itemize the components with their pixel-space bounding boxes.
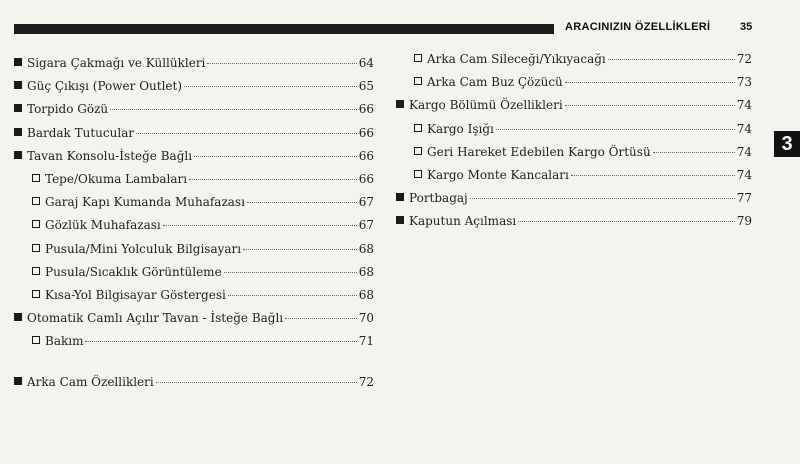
square-bullet-icon xyxy=(14,151,22,159)
toc-label: Sigara Çakmağı ve Küllükleri xyxy=(27,56,206,70)
toc-right-column xyxy=(396,48,752,234)
toc-entry[interactable] xyxy=(396,210,752,233)
square-bullet-icon xyxy=(14,58,22,66)
toc-label: Geri Hareket Edebilen Kargo Örtüsü xyxy=(427,144,651,159)
dot-leader xyxy=(518,220,735,222)
dot-leader xyxy=(571,174,735,176)
square-bullet-icon xyxy=(396,100,404,108)
toc-entry[interactable] xyxy=(396,187,752,210)
checkbox-bullet-icon xyxy=(414,170,422,178)
square-bullet-icon xyxy=(14,128,22,136)
toc-entry[interactable] xyxy=(14,371,374,394)
toc-entry[interactable] xyxy=(14,52,374,75)
checkbox-bullet-icon xyxy=(414,124,422,132)
dot-leader xyxy=(565,104,735,106)
toc-subentry[interactable] xyxy=(14,330,374,353)
toc-label: Kısa-Yol Bilgisayar Göstergesi xyxy=(45,287,226,302)
checkbox-bullet-icon xyxy=(32,267,40,275)
toc-label: Kargo Monte Kancaları xyxy=(427,167,569,182)
dot-leader xyxy=(85,340,356,342)
toc-page-number: 70 xyxy=(358,311,374,326)
toc-label: Tavan Konsolu-İsteğe Bağlı xyxy=(27,148,193,163)
toc-page-number: 73 xyxy=(736,75,752,90)
checkbox-bullet-icon xyxy=(32,336,40,344)
toc-page-number: 67 xyxy=(358,195,374,210)
dot-leader xyxy=(228,294,357,296)
toc-subentry[interactable] xyxy=(396,118,752,141)
toc-left-column xyxy=(14,52,374,395)
toc-label: Gözlük Muhafazası xyxy=(45,218,161,233)
square-bullet-icon xyxy=(14,313,22,321)
toc-page-number: 68 xyxy=(358,241,374,256)
toc-page-number: 71 xyxy=(358,334,374,349)
toc-page-number: 64 xyxy=(358,56,374,70)
checkbox-bullet-icon xyxy=(32,290,40,298)
dot-leader xyxy=(136,132,357,134)
checkbox-bullet-icon xyxy=(32,220,40,228)
dot-leader xyxy=(608,58,735,60)
toc-subentry[interactable] xyxy=(14,168,374,191)
toc-label: Otomatik Camlı Açılır Tavan - İsteğe Bağlı xyxy=(27,311,284,326)
toc-page-number: 66 xyxy=(358,171,374,186)
toc-label: Torpido Gözü xyxy=(27,102,109,117)
square-bullet-icon xyxy=(396,216,404,224)
dot-leader xyxy=(156,381,357,383)
toc-page-number: 77 xyxy=(736,191,752,206)
chapter-tab: 3 xyxy=(774,131,800,157)
toc-subentry[interactable] xyxy=(14,191,374,214)
toc-subentry[interactable] xyxy=(14,284,374,307)
toc-subentry[interactable] xyxy=(14,261,374,284)
header-rule xyxy=(14,24,554,34)
dot-leader xyxy=(163,224,357,226)
checkbox-bullet-icon xyxy=(32,197,40,205)
toc-subentry[interactable] xyxy=(396,48,752,71)
checkbox-bullet-icon xyxy=(414,77,422,85)
toc-label: Bakım xyxy=(45,334,84,349)
toc-page-number: 65 xyxy=(358,79,374,94)
dot-leader xyxy=(110,108,357,110)
checkbox-bullet-icon xyxy=(414,147,422,155)
toc-subentry[interactable] xyxy=(396,141,752,164)
dot-leader xyxy=(470,197,735,199)
toc-label: Bardak Tutucular xyxy=(27,125,135,140)
square-bullet-icon xyxy=(14,377,22,385)
checkbox-bullet-icon xyxy=(414,54,422,62)
toc-page-number: 72 xyxy=(358,375,374,390)
toc-page-number: 74 xyxy=(736,98,752,113)
toc-page-number: 67 xyxy=(358,218,374,233)
toc-page-number: 66 xyxy=(358,125,374,140)
toc-entry[interactable] xyxy=(14,307,374,330)
toc-page-number: 68 xyxy=(358,264,374,279)
toc-page-number: 74 xyxy=(736,167,752,182)
dot-leader xyxy=(565,81,735,83)
toc-label: Pusula/Sıcaklık Görüntüleme xyxy=(45,264,222,279)
dot-leader xyxy=(653,151,735,153)
toc-label: Kargo Bölümü Özellikleri xyxy=(409,98,563,113)
toc-subentry[interactable] xyxy=(396,164,752,187)
toc-label: Portbagaj xyxy=(409,191,468,206)
toc-entry[interactable] xyxy=(14,145,374,168)
dot-leader xyxy=(285,317,357,319)
toc-subentry[interactable] xyxy=(396,71,752,94)
toc-page-number: 66 xyxy=(358,102,374,117)
toc-label: Kargo Işığı xyxy=(427,121,494,136)
toc-page-number: 74 xyxy=(736,121,752,136)
toc-label: Garaj Kapı Kumanda Muhafazası xyxy=(45,195,245,210)
toc-entry[interactable] xyxy=(14,122,374,145)
toc-subentry[interactable] xyxy=(14,214,374,237)
dot-leader xyxy=(189,178,357,180)
page-number: 35 xyxy=(740,21,753,33)
toc-label: Arka Cam Özellikleri xyxy=(27,375,154,390)
square-bullet-icon xyxy=(14,104,22,112)
toc-page-number: 68 xyxy=(358,287,374,302)
toc-label: Kaputun Açılması xyxy=(409,214,517,229)
dot-leader xyxy=(224,271,357,273)
toc-entry[interactable] xyxy=(396,94,752,117)
square-bullet-icon xyxy=(14,81,22,89)
checkbox-bullet-icon xyxy=(32,174,40,182)
toc-label: Güç Çıkışı (Power Outlet) xyxy=(27,79,183,94)
section-title: ARACINIZIN ÖZELLİKLERİ xyxy=(565,21,711,33)
dot-leader xyxy=(184,85,357,87)
toc-label: Arka Cam Sileceği/Yıkıyacağı xyxy=(427,52,606,66)
square-bullet-icon xyxy=(396,193,404,201)
dot-leader xyxy=(496,128,735,130)
dot-leader xyxy=(243,248,357,250)
toc-page-number: 74 xyxy=(736,144,752,159)
toc-entry[interactable] xyxy=(14,75,374,98)
dot-leader xyxy=(207,62,356,64)
toc-page-number: 66 xyxy=(358,148,374,163)
toc-label: Pusula/Mini Yolculuk Bilgisayarı xyxy=(45,241,242,256)
toc-label: Arka Cam Buz Çözücü xyxy=(427,75,563,90)
toc-subentry[interactable] xyxy=(14,238,374,261)
checkbox-bullet-icon xyxy=(32,244,40,252)
dot-leader xyxy=(247,201,357,203)
toc-page-number: 79 xyxy=(736,214,752,229)
dot-leader xyxy=(194,155,357,157)
toc-entry[interactable] xyxy=(14,98,374,121)
toc-label: Tepe/Okuma Lambaları xyxy=(45,171,188,186)
toc-page-number: 72 xyxy=(736,52,752,66)
